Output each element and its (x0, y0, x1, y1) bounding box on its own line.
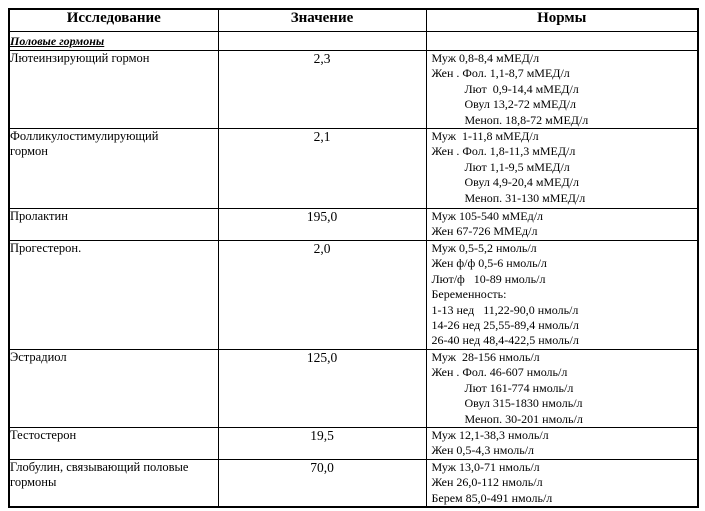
empty-cell (218, 32, 426, 51)
header-norms: Нормы (426, 9, 698, 32)
norm-line: Жен 67-726 ММЕд/л (431, 224, 538, 239)
test-value-cell: 195,0 (218, 209, 426, 241)
norm-line: Овул 13,2-72 мМЕД/л (464, 97, 576, 112)
lab-results-table (8, 8, 699, 508)
test-norms-cell (426, 209, 698, 241)
test-norms-cell (426, 349, 698, 427)
table-row (9, 51, 698, 129)
empty-cell (426, 32, 698, 51)
header-row (9, 9, 698, 32)
table-row (9, 129, 698, 209)
test-value-cell: 70,0 (218, 459, 426, 507)
table-row (9, 209, 698, 241)
norm-line: Берем 85,0-491 нмоль/л (431, 490, 553, 505)
norm-line: Овул 315-1830 нмоль/л (464, 396, 583, 411)
test-norms-cell (426, 427, 698, 459)
test-value-cell: 2,3 (218, 51, 426, 129)
norm-line: Муж 0,5-5,2 нмоль/л (431, 241, 537, 256)
test-norms-cell (426, 241, 698, 350)
test-name-cell (9, 209, 218, 241)
test-name-line: Лютеинзирующий гормон (10, 51, 150, 65)
norm-line: Жен ф/ф 0,5-6 нмоль/л (431, 256, 547, 271)
norm-line: Меноп. 30-201 нмоль/л (464, 411, 583, 426)
norm-line: Лют 1,1-9,5 мМЕД/л (464, 159, 570, 174)
norm-line: Муж 28-156 нмоль/л (431, 349, 540, 364)
test-name-line: Фолликулостимулирующий (10, 129, 159, 144)
norm-line: Жен 0,5-4,3 нмоль/л (431, 443, 535, 458)
norm-line: 26-40 нед 48,4-422,5 нмоль/л (431, 333, 579, 348)
test-name-line: гормоны (10, 474, 57, 489)
norm-line: Жен 26,0-112 нмоль/л (431, 475, 543, 490)
norm-line: Меноп. 18,8-72 мМЕД/л (464, 112, 589, 127)
test-norms-cell (426, 129, 698, 209)
section-row (9, 32, 698, 51)
table-row (9, 349, 698, 427)
test-norms-cell (426, 51, 698, 129)
norm-line: Жен . Фол. 46-607 нмоль/л (431, 365, 568, 380)
test-name-line: Эстрадиол (10, 349, 67, 364)
norm-line: Лют/ф 10-89 нмоль/л (431, 271, 546, 286)
norm-line: Лют 161-774 нмоль/л (464, 380, 574, 395)
test-name-line: Пролактин (10, 209, 68, 224)
header-value: Значение (218, 9, 426, 32)
norm-line: Жен . Фол. 1,1-8,7 мМЕД/л (431, 66, 570, 81)
norm-line: Лют 0,9-14,4 мМЕД/л (464, 81, 579, 96)
test-name-cell (9, 51, 218, 129)
test-value-cell: 2,0 (218, 241, 426, 350)
test-name-cell (9, 459, 218, 507)
test-name-cell (9, 241, 218, 350)
norm-line: Муж 105-540 мМЕд/л (431, 209, 544, 224)
table-row (9, 459, 698, 507)
test-norms-cell (426, 459, 698, 507)
norm-line: Овул 4,9-20,4 мМЕД/л (464, 175, 579, 190)
test-value-cell: 2,1 (218, 129, 426, 209)
norm-line: 1-13 нед 11,22-90,0 нмоль/л (431, 302, 579, 317)
test-name-cell (9, 349, 218, 427)
section-cell (9, 32, 218, 51)
header-research: Исследование (9, 9, 218, 32)
section-title: Половые гормоны (10, 34, 105, 48)
norm-line: Муж 12,1-38,3 нмоль/л (431, 427, 549, 442)
test-name-line: гормон (10, 144, 48, 159)
norm-line: Меноп. 31-130 мМЕД/л (464, 190, 586, 205)
test-value-cell: 19,5 (218, 427, 426, 459)
norm-line: Муж 0,8-8,4 мМЕД/л (431, 51, 540, 65)
norm-line: Жен . Фол. 1,8-11,3 мМЕД/л (431, 144, 576, 159)
test-value-cell: 125,0 (218, 349, 426, 427)
norm-line: 14-26 нед 25,55-89,4 нмоль/л (431, 318, 579, 333)
table-row (9, 241, 698, 350)
test-name-cell (9, 129, 218, 209)
norm-line: Муж 1-11,8 мМЕД/л (431, 129, 539, 144)
table-row (9, 427, 698, 459)
norm-line: Беременность: (431, 287, 507, 302)
test-name-line: Прогестерон. (10, 241, 82, 256)
test-name-cell (9, 427, 218, 459)
test-name-line: Тестостерон (10, 427, 77, 442)
norm-line: Муж 13,0-71 нмоль/л (431, 459, 540, 474)
test-name-line: Глобулин, связывающий половые (10, 459, 189, 474)
